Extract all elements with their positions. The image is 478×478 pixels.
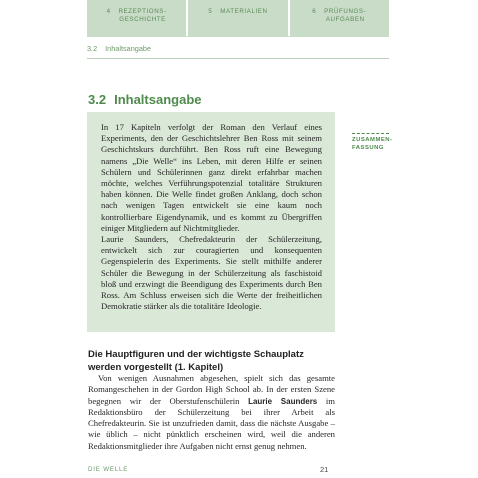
chapter-tabs [87, 0, 389, 36]
body-text-end: im Redaktionsbüro der Schülerzeitung bei ihrer Arbeit als Chefredakteurin. Sie ist unzufrieden damit, dass die nächste Ausgabe – wie üblich – nicht pünktlich erscheinen wird, weil die anderen Redaktionsmitglieder ihre Aufgaben nicht ernst genug nehmen. [88, 395, 336, 451]
header-divider [87, 36, 389, 37]
tab-number: 5 [208, 8, 213, 15]
section-title-text: Inhaltsangabe [114, 92, 202, 107]
tab-pruefungsaufgaben[interactable] [290, 0, 389, 36]
breadcrumb-number: 3.2 [87, 44, 98, 53]
breadcrumb-text: Inhaltsangabe [105, 44, 152, 53]
summary-paragraph-1: In 17 Kapiteln verfolgt der Roman den Verlauf eines Experiments, den der Geschichtslehrer Ben Ross mit seinem Geschichtskurs durchführt. Ben Ross ruft eine Bewegung namens „Die Welle“ ins Leben, mit deren Hilfe er seinen Schülern und Schülerinnen ganz direkt erfahrbar machen möchte, welches Verführungspotenzial totalitäre Strukturen haben können. Die Welle findet großen Anklang, doch schon nach wenigen Tagen entwickelt sie eine kaum noch kontrollierbare Eigendynamik, und es kommt zu Übergriffen einiger Mitgliedern auf Nichtmitglieder. [101, 122, 322, 233]
tab-label: PRÜFUNGS- AUFGABEN [324, 8, 367, 23]
breadcrumb [87, 44, 151, 53]
subheading: Die Hauptfiguren und der wichtigste Schauplatz werden vorgestellt (1. Kapitel) [88, 349, 304, 373]
breadcrumb-divider [87, 58, 389, 59]
margin-note-rule [352, 133, 389, 134]
section-number: 3.2 [88, 92, 107, 107]
body-text-start: Von wenigen Ausnahmen abgesehen, spielt sich das gesamte Romangeschehen in der Gordon High School ab. In der ersten Szene begegnen wir der Oberstufenschülerin [88, 373, 335, 406]
summary-box [87, 112, 335, 332]
page-number: 21 [320, 465, 329, 474]
tab-label: MATERIALIEN [220, 8, 268, 15]
margin-note-label: ZUSAMMEN- FASSUNG [352, 137, 393, 151]
margin-note [352, 133, 393, 152]
body-text [88, 373, 335, 452]
tab-materialien[interactable] [188, 0, 289, 36]
tab-number: 4 [106, 8, 111, 15]
tab-label: REZEPTIONS- GESCHICHTE [118, 8, 167, 23]
tab-rezeptionsgeschichte[interactable] [87, 0, 188, 36]
tab-number: 6 [312, 8, 317, 15]
summary-paragraph-2: Laurie Saunders, Chefredakteurin der Schülerzeitung, entwickelt sich zur couragierten und konsequenten Gegenspielerin des Experiments. Sie stellt mithilfe anderer Schüler die Bewegung in der Schülerzeitung als faschistoid bloß und erzwingt die Beendigung des Experiments durch Ben Ross. Am Schluss erweisen sich die Werte der freiheitlichen Demokratie stärker als die totalitäre Ideologie. [101, 234, 322, 312]
footer-title: DIE WELLE [88, 466, 129, 473]
section-title [88, 92, 202, 107]
body-paragraph [88, 373, 335, 452]
character-name: Laurie Saunders [248, 396, 318, 406]
